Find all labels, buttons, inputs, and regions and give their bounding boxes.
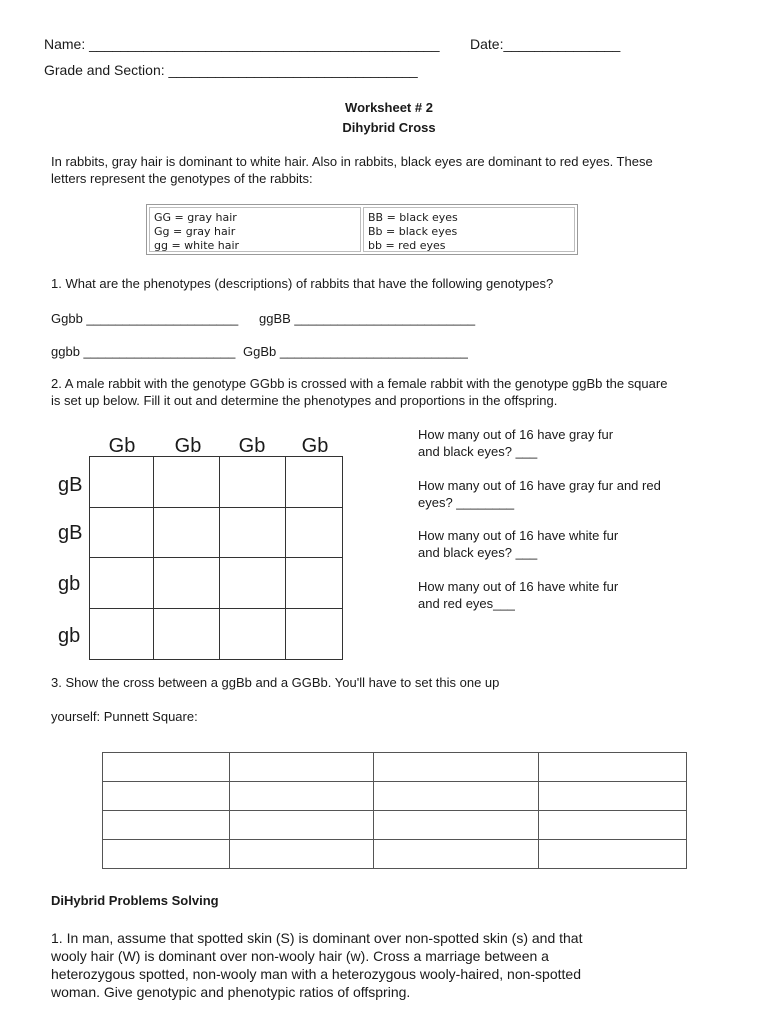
- grade-section-field[interactable]: Grade and Section: ________________________________: [44, 62, 418, 78]
- punnett-cell[interactable]: [374, 782, 539, 811]
- hair-key-gg-recessive: gg = white hair: [154, 239, 240, 252]
- intro-line-1: In rabbits, gray hair is dominant to white hair. Also in rabbits, black eyes are dominant to red eyes. These: [51, 154, 653, 169]
- side-question-2[interactable]: [418, 477, 661, 511]
- punnett-cell[interactable]: [539, 782, 687, 811]
- punnett-cell[interactable]: [374, 753, 539, 782]
- problem-1-line: wooly hair (W) is dominant over non-wooly hair (w). Cross a marriage between a: [51, 948, 549, 964]
- side-question-4-line-2: and red eyes___: [418, 596, 515, 611]
- punnett-cell[interactable]: [230, 782, 374, 811]
- punnett-cell[interactable]: [90, 508, 154, 558]
- punnett-cell[interactable]: [220, 558, 286, 609]
- punnett-cell[interactable]: [230, 840, 374, 869]
- problem-1-line: woman. Give genotypic and phenotypic ratios of offspring.: [51, 984, 411, 1000]
- punnett-cell[interactable]: [90, 457, 154, 508]
- q3-line-2: yourself: Punnett Square:: [51, 709, 198, 724]
- punnett-cell[interactable]: [220, 457, 286, 508]
- side-question-2-line-1: How many out of 16 have gray fur and red: [418, 478, 661, 493]
- eyes-key-bb-hetero: Bb = black eyes: [368, 225, 458, 238]
- q1-prompt: 1. What are the phenotypes (descriptions) of rabbits that have the following genotypes?: [51, 276, 554, 291]
- punnett-row-header: gB: [58, 474, 83, 496]
- eyes-key-cell: [363, 207, 575, 252]
- punnett-cell[interactable]: [539, 811, 687, 840]
- q2-line-1: 2. A male rabbit with the genotype GGbb is crossed with a female rabbit with the genotype ggBb the square: [51, 376, 668, 391]
- punnett-cell[interactable]: [220, 609, 286, 660]
- eyes-key-bb-recessive: bb = red eyes: [368, 239, 446, 252]
- punnett-square-2: [102, 752, 687, 869]
- eyes-key-bb-dominant: BB = black eyes: [368, 211, 458, 224]
- side-question-4-line-1: How many out of 16 have white fur: [418, 579, 619, 594]
- punnett-cell[interactable]: [154, 609, 220, 660]
- worksheet-title: Worksheet # 2: [345, 100, 433, 115]
- punnett-cell[interactable]: [103, 753, 230, 782]
- genotype-key-table: [146, 204, 578, 255]
- q1-ggbb-blank[interactable]: Ggbb _____________________: [51, 311, 239, 326]
- problem-1-line: 1. In man, assume that spotted skin (S) is dominant over non-spotted skin (s) and that: [51, 930, 583, 946]
- side-question-3-line-1: How many out of 16 have white fur: [418, 528, 619, 543]
- punnett-row-header: gb: [58, 625, 81, 647]
- punnett-row-header: gb: [58, 573, 81, 595]
- q1-ggBB-blank[interactable]: ggBB _________________________: [259, 311, 476, 326]
- punnett-cell[interactable]: [539, 840, 687, 869]
- side-question-3-line-2: and black eyes? ___: [418, 545, 538, 560]
- punnett-cell[interactable]: [286, 457, 343, 508]
- punnett-cell[interactable]: [539, 753, 687, 782]
- punnett-cell[interactable]: [90, 558, 154, 609]
- punnett-col-header: Gb: [174, 435, 202, 457]
- side-question-1-line-2: and black eyes? ___: [418, 444, 538, 459]
- punnett-cell[interactable]: [103, 782, 230, 811]
- punnett-row-header: gB: [58, 522, 83, 544]
- punnett-col-header: Gb: [108, 435, 136, 457]
- problem-1: [51, 929, 583, 1001]
- punnett-cell[interactable]: [154, 508, 220, 558]
- punnett-cell[interactable]: [154, 558, 220, 609]
- hair-key-gg-dominant: GG = gray hair: [154, 211, 237, 224]
- q2-line-2: is set up below. Fill it out and determine the phenotypes and proportions in the offspring.: [51, 393, 558, 408]
- punnett-square-1: [89, 456, 343, 660]
- punnett-cell[interactable]: [286, 609, 343, 660]
- side-question-4[interactable]: [418, 578, 618, 612]
- date-field[interactable]: Date:_______________: [470, 36, 621, 52]
- intro-line-2: letters represent the genotypes of the rabbits:: [51, 171, 313, 186]
- punnett-col-header: Gb: [238, 435, 266, 457]
- punnett-cell[interactable]: [286, 558, 343, 609]
- punnett-cell[interactable]: [374, 840, 539, 869]
- punnett-cell[interactable]: [103, 811, 230, 840]
- problem-1-line: heterozygous spotted, non-wooly man with a heterozygous wooly-haired, non-spotted: [51, 966, 581, 982]
- punnett-cell[interactable]: [154, 457, 220, 508]
- punnett-cell[interactable]: [230, 811, 374, 840]
- q1-GgBb-blank[interactable]: GgBb __________________________: [243, 344, 468, 359]
- hair-key-gg-hetero: Gg = gray hair: [154, 225, 236, 238]
- q1-ggbb-recessive-blank[interactable]: ggbb _____________________: [51, 344, 236, 359]
- side-question-1-line-1: How many out of 16 have gray fur: [418, 427, 614, 442]
- punnett-col-header: Gb: [301, 435, 329, 457]
- punnett-cell[interactable]: [220, 508, 286, 558]
- side-question-1[interactable]: [418, 426, 613, 460]
- name-field[interactable]: Name: _____________________________________________: [44, 36, 440, 52]
- punnett-cell[interactable]: [103, 840, 230, 869]
- hair-key-cell: [149, 207, 361, 252]
- punnett-cell[interactable]: [90, 609, 154, 660]
- worksheet-subtitle: Dihybrid Cross: [342, 120, 436, 135]
- punnett-cell[interactable]: [374, 811, 539, 840]
- side-question-3[interactable]: [418, 527, 618, 561]
- problems-heading: DiHybrid Problems Solving: [51, 893, 219, 908]
- q3-line-1: 3. Show the cross between a ggBb and a GGBb. You'll have to set this one up: [51, 675, 500, 690]
- side-question-2-line-2: eyes? ________: [418, 495, 515, 510]
- punnett-cell[interactable]: [230, 753, 374, 782]
- punnett-cell[interactable]: [286, 508, 343, 558]
